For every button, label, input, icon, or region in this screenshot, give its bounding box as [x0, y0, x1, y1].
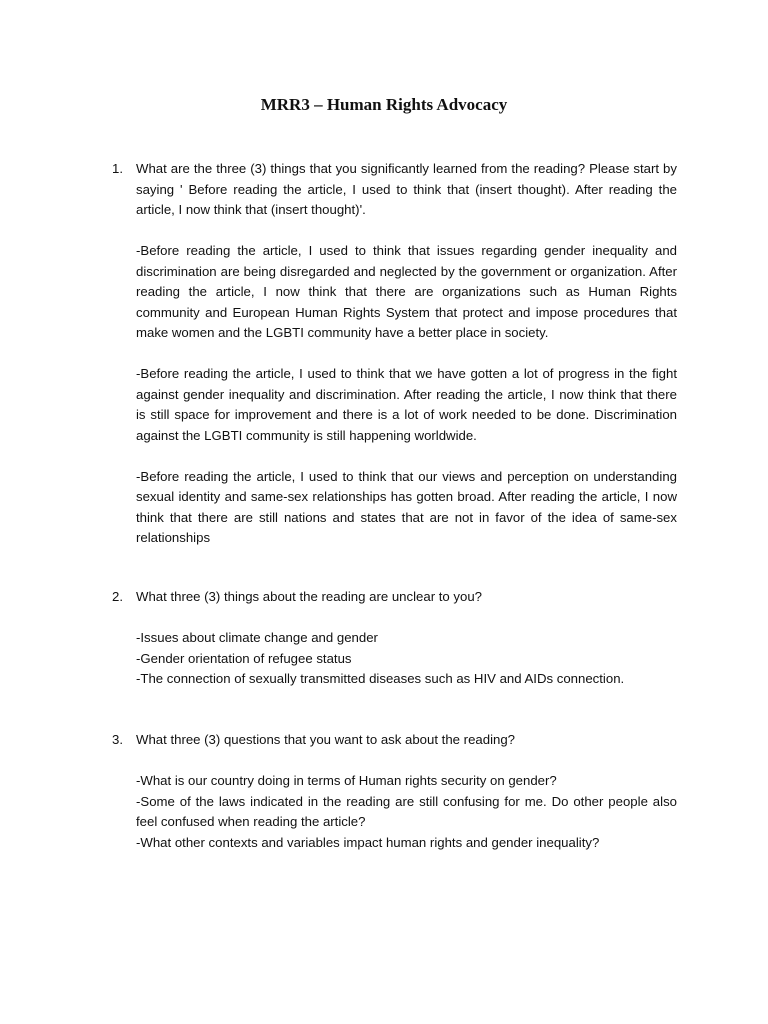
answer-line: -Some of the laws indicated in the reading are still confusing for me. Do other people also feel confused when reading the article?: [136, 793, 677, 829]
answer-block: [136, 771, 677, 853]
answer-line: -What is our country doing in terms of Human rights security on gender?: [136, 773, 557, 788]
answer-line: -The connection of sexually transmitted diseases such as HIV and AIDs connection.: [136, 671, 625, 686]
question-text: What three (3) questions that you want to ask about the reading?: [136, 732, 516, 747]
answer-block: [136, 241, 677, 549]
question-number: 2.: [112, 589, 123, 604]
page-title: MRR3 – Human Rights Advocacy: [260, 95, 508, 114]
question-number: 3.: [112, 732, 123, 747]
question-number: 1.: [112, 161, 123, 176]
answer-block: [136, 628, 677, 690]
answer-line: -What other contexts and variables impact human rights and gender inequality?: [136, 834, 600, 850]
answer-line: -Issues about climate change and gender: [136, 630, 378, 645]
question-3: [112, 730, 677, 853]
answer-line: -Gender orientation of refugee status: [136, 650, 352, 666]
question-text: What are the three (3) things that you significantly learned from the reading? Please start by saying ' Before reading the article, I used to think that (insert thought). After reading the article, I now think that (insert thought)'.: [136, 161, 677, 217]
question-1: [112, 159, 677, 549]
answer-paragraph: -Before reading the article, I used to think that our views and perception on understanding sexual identity and same-sex relationships has gotten broad. After reading the article, I now think that there are still nations and states that are not in favor of the idea of same-sex relationships: [136, 468, 677, 545]
answer-paragraph: -Before reading the article, I used to think that we have gotten a lot of progress in the fight against gender inequality and discrimination. After reading the article, I now think that there is still space for improvement and there is a lot of work needed to be done. Discrimination against the LGBTI community is still happening worldwide.: [136, 366, 677, 443]
question-2: [112, 587, 677, 690]
answer-paragraph: -Before reading the article, I used to think that issues regarding gender inequality and discrimination are being disregarded and neglected by the government or organization. After reading the article, I now think that there are organizations such as Human Rights community and European Human Rights System that protect and impose procedures that make women and the LGBTI community have a better place in society.: [136, 243, 677, 340]
question-text: What three (3) things about the reading are unclear to you?: [136, 589, 483, 604]
